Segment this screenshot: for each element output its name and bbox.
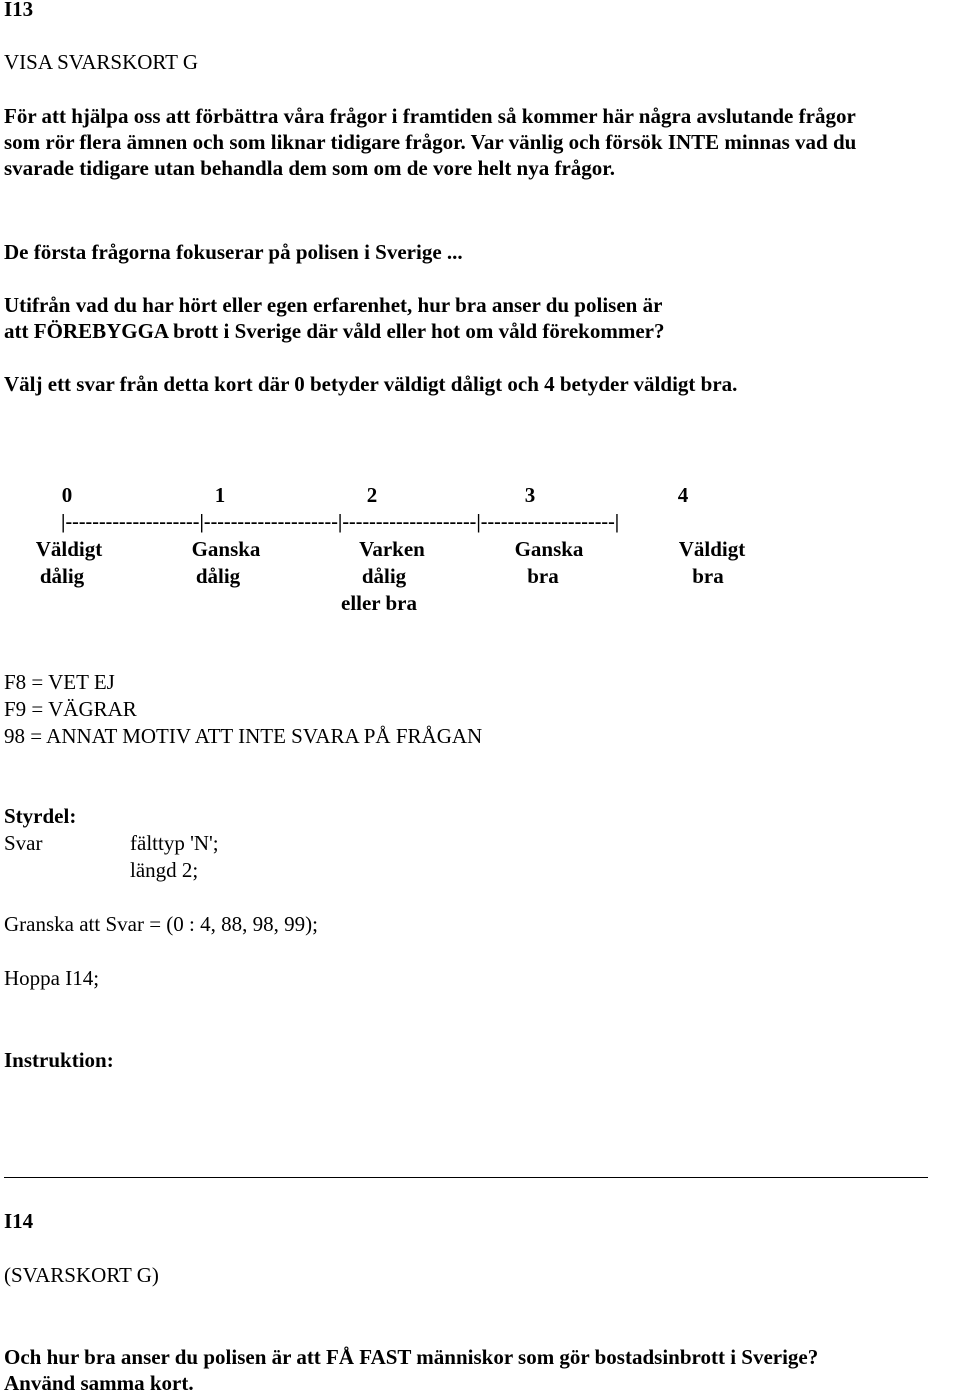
- scale-label-4-row-1: Väldigt: [678, 537, 746, 561]
- control-check: Granska att Svar = (0 : 4, 88, 98, 99);: [4, 912, 318, 936]
- next-question-text-line-2: Använd samma kort.: [4, 1371, 194, 1395]
- scale-label-0-row-1: Väldigt: [35, 537, 103, 561]
- intro-line-2: som rör flera ämnen och som liknar tidigare frågor. Var vänlig och försök INTE minnas vad du: [4, 130, 857, 154]
- control-skip: Hoppa I14;: [4, 966, 100, 990]
- scale-number-0: 0: [61, 483, 73, 507]
- scale-label-4-row-2: bra: [692, 564, 724, 588]
- scale-line: |--------------------|--------------------|--------------------|--------------------|: [61, 511, 620, 533]
- control-var-name: Svar: [4, 831, 43, 855]
- scale-label-1-row-1: Ganska: [191, 537, 261, 561]
- intro-line-3: svarade tidigare utan behandla dem som om de vore helt nya frågor.: [4, 156, 615, 180]
- scale-number-4: 4: [677, 483, 689, 507]
- scale-label-2-row-1: Varken: [359, 537, 425, 561]
- intro-line-1: För att hjälpa oss att förbättra våra frågor i framtiden så kommer här några avslutande frågor: [4, 104, 856, 128]
- scale-label-3-row-2: bra: [527, 564, 559, 588]
- scale-number-1: 1: [214, 483, 226, 507]
- control-length: längd 2;: [130, 858, 199, 882]
- next-question-id: I14: [4, 1209, 34, 1233]
- question-text-line-2: att FÖREBYGGA brott i Sverige där våld eller hot om våld förekommer?: [4, 319, 665, 343]
- scale-label-2-row-2: dålig: [361, 564, 407, 588]
- scale-number-2: 2: [366, 483, 378, 507]
- control-field-type: fälttyp 'N';: [130, 831, 219, 855]
- question-id: I13: [4, 0, 34, 21]
- next-question-text-line-1: Och hur bra anser du polisen är att FÅ FAST människor som gör bostadsinbrott i Sverige?: [4, 1345, 819, 1369]
- next-question-card: (SVARSKORT G): [4, 1263, 159, 1287]
- code-refused: F9 = VÄGRAR: [4, 697, 137, 721]
- code-other-reason: 98 = ANNAT MOTIV ATT INTE SVARA PÅ FRÅGAN: [4, 724, 483, 748]
- choose-instruction: Välj ett svar från detta kort där 0 betyder väldigt dåligt och 4 betyder väldigt bra.: [4, 372, 738, 396]
- instruction-heading: Instruktion:: [4, 1048, 114, 1072]
- focus-text: De första frågorna fokuserar på polisen i Sverige ...: [4, 240, 463, 264]
- section-divider: [4, 1177, 928, 1178]
- control-heading: Styrdel:: [4, 804, 77, 828]
- show-card-instruction: VISA SVARSKORT G: [4, 50, 199, 74]
- scale-label-2-row-3: eller bra: [340, 591, 418, 615]
- scale-number-3: 3: [524, 483, 536, 507]
- code-dont-know: F8 = VET EJ: [4, 670, 115, 694]
- scale-label-0-row-2: dålig: [39, 564, 85, 588]
- question-text-line-1: Utifrån vad du har hört eller egen erfarenhet, hur bra anser du polisen är: [4, 293, 663, 317]
- scale-label-3-row-1: Ganska: [514, 537, 584, 561]
- scale-label-1-row-2: dålig: [195, 564, 241, 588]
